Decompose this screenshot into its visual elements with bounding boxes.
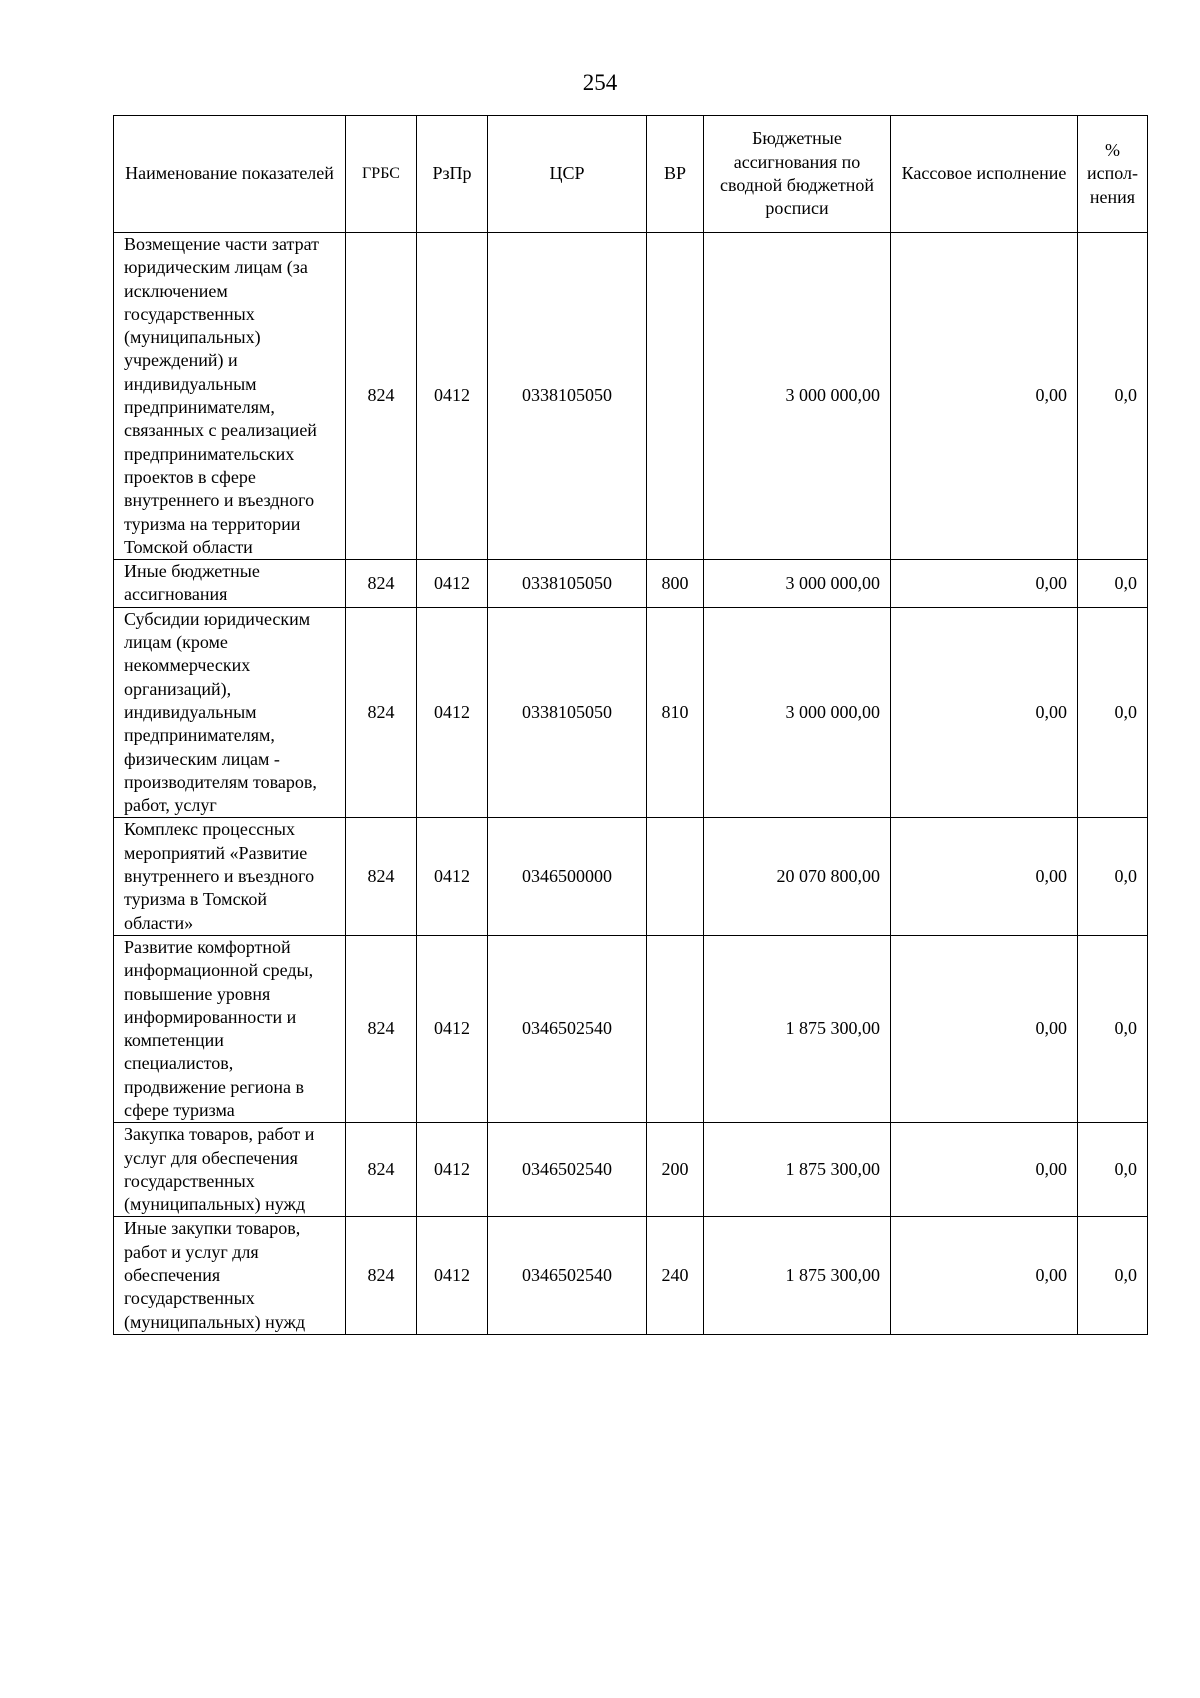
table-row [114,607,1148,818]
cell-vr [647,935,704,1122]
cell-rzpr: 0412 [417,1123,488,1217]
cell-percent: 0,0 [1078,233,1148,560]
cell-allocations: 1 875 300,00 [704,935,891,1122]
cell-allocations: 20 070 800,00 [704,818,891,935]
cell-vr: 200 [647,1123,704,1217]
cell-rzpr: 0412 [417,560,488,608]
cell-csr: 0338105050 [488,607,647,818]
cell-cash: 0,00 [891,1217,1078,1334]
cell-percent: 0,0 [1078,818,1148,935]
cell-csr: 0338105050 [488,233,647,560]
cell-csr: 0346502540 [488,935,647,1122]
header-percent: % испол-нения [1078,116,1148,233]
cell-grbs: 824 [346,1123,417,1217]
cell-grbs: 824 [346,935,417,1122]
cell-cash: 0,00 [891,818,1078,935]
table-row [114,560,1148,608]
cell-allocations: 1 875 300,00 [704,1217,891,1334]
cell-rzpr: 0412 [417,607,488,818]
cell-allocations: 3 000 000,00 [704,607,891,818]
cell-cash: 0,00 [891,607,1078,818]
cell-csr: 0338105050 [488,560,647,608]
cell-rzpr: 0412 [417,233,488,560]
budget-execution-table [113,115,1148,1335]
cell-grbs: 824 [346,1217,417,1334]
cell-vr: 800 [647,560,704,608]
cell-csr: 0346502540 [488,1217,647,1334]
page-number: 254 [582,70,618,95]
cell-percent: 0,0 [1078,1217,1148,1334]
cell-cash: 0,00 [891,233,1078,560]
cell-csr: 0346502540 [488,1123,647,1217]
header-cash: Кассовое исполнение [891,116,1078,233]
cell-cash: 0,00 [891,1123,1078,1217]
cell-name: Возмещение части затрат юридическим лицам (за исключением государственных (муниципальных) учреждений) и индивидуальным предпринимателям, связанных с реализацией предпринимательских проектов в сфере внутреннего и въездного туризма на территории Томской области [114,233,346,560]
cell-name: Субсидии юридическим лицам (кроме некоммерческих организаций), индивидуальным предпринимателям, физическим лицам - производителям товаров, работ, услуг [114,607,346,818]
cell-cash: 0,00 [891,935,1078,1122]
cell-percent: 0,0 [1078,560,1148,608]
cell-percent: 0,0 [1078,935,1148,1122]
cell-allocations: 1 875 300,00 [704,1123,891,1217]
cell-allocations: 3 000 000,00 [704,560,891,608]
table-row [114,233,1148,560]
cell-vr [647,818,704,935]
header-vr: ВР [647,116,704,233]
cell-grbs: 824 [346,233,417,560]
cell-name: Закупка товаров, работ и услуг для обеспечения государственных (муниципальных) нужд [114,1123,346,1217]
cell-name: Иные закупки товаров, работ и услуг для обеспечения государственных (муниципальных) нужд [114,1217,346,1334]
cell-grbs: 824 [346,607,417,818]
cell-csr: 0346500000 [488,818,647,935]
cell-rzpr: 0412 [417,1217,488,1334]
table-row [114,818,1148,935]
cell-percent: 0,0 [1078,607,1148,818]
cell-name: Развитие комфортной информационной среды, повышение уровня информированности и компетенции специалистов, продвижение региона в сфере туризма [114,935,346,1122]
header-grbs: ГРБС [346,116,417,233]
table-row [114,1217,1148,1334]
cell-vr [647,233,704,560]
cell-grbs: 824 [346,560,417,608]
cell-grbs: 824 [346,818,417,935]
cell-vr: 240 [647,1217,704,1334]
cell-name: Комплекс процессных мероприятий «Развитие внутреннего и въездного туризма в Томской области» [114,818,346,935]
cell-cash: 0,00 [891,560,1078,608]
table-row [114,1123,1148,1217]
header-name: Наименование показателей [114,116,346,233]
table-header-row [114,116,1148,233]
header-allocations: Бюджетные ассигнования по сводной бюджетной росписи [704,116,891,233]
cell-allocations: 3 000 000,00 [704,233,891,560]
cell-vr: 810 [647,607,704,818]
header-rzpr: РзПр [417,116,488,233]
header-csr: ЦСР [488,116,647,233]
cell-rzpr: 0412 [417,935,488,1122]
cell-name: Иные бюджетные ассигнования [114,560,346,608]
table-row [114,935,1148,1122]
cell-rzpr: 0412 [417,818,488,935]
cell-percent: 0,0 [1078,1123,1148,1217]
